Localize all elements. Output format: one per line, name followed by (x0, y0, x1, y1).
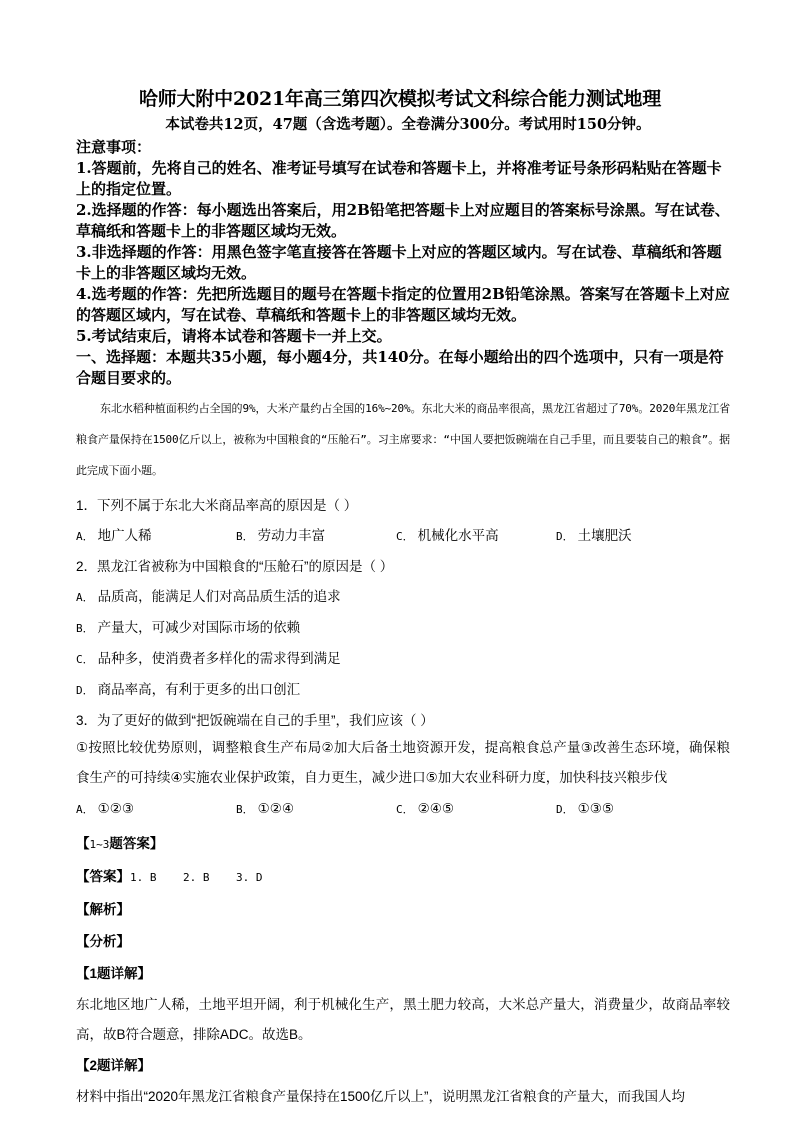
reading-passage: 东北水稻种植面积约占全国的9%，大米产量约占全国的16%~20%。东北大米的商品率很高，黑龙江省超过了70%。2020年黑龙江省粮食产量保持在1500亿斤以上，被称为中国粮食的“压舱石”。习主席要求：“中国人要把饭碗端在自己手里，而且要装自己的粮食”。据此完成下面小题。 (76, 402, 730, 477)
exam-info: 本试卷共12页，47题（含选考题）。全卷满分300分。考试用时150分钟。 (165, 116, 651, 133)
option-letter: A． (76, 803, 94, 816)
q2-detail-label: 【2题详解】 (76, 1058, 152, 1073)
note-item: 4.选考题的作答：先把所选题目的题号在答题卡指定的位置用2B铅笔涂黑。答案写在答题卡上对应的答题区域内，写在试卷、草稿纸和答题卡上的非答题区域均无效。 (76, 285, 730, 324)
question-3-statements: ①按照比较优势原则，调整粮食生产布局②加大后备土地资源开发，提高粮食总产量③改善生态环境，确保粮食生产的可持续④实施农业保护政策，自力更生，减少进口⑤加大农业科研力度，加快科技兴粮步伐 (76, 740, 730, 785)
option-text: 产量大，可减少对国际市场的依赖 (97, 620, 301, 635)
note-item: 3.非选择题的作答：用黑色签字笔直接答在答题卡上对应的答题区域内。写在试卷、草稿纸和答题卡上的非答题区域均无效。 (76, 243, 722, 282)
question-3-options (76, 799, 730, 820)
answer-label: 【答案】 (76, 869, 130, 884)
option-a (76, 799, 236, 820)
option-text: 土壤肥沃 (577, 528, 632, 543)
option-c (396, 526, 556, 547)
option-b (236, 526, 396, 547)
notes-heading: 注意事项： (76, 138, 152, 156)
fenxi-label: 【分析】 (76, 934, 130, 949)
note-item: 1.答题前，先将自己的姓名、准考证号填写在试卷和答题卡上，并将准考证号条形码粘贴在答题卡上的指定位置。 (76, 159, 722, 198)
question-1-stem: 1．下列不属于东北大米商品率高的原因是（ ） (76, 498, 358, 513)
question-2-stem: 2．黑龙江省被称为中国粮食的“压舱石”的原因是（ ） (76, 559, 394, 574)
option-letter: C． (396, 803, 414, 816)
section-heading: 一、选择题：本题共35小题，每小题4分，共140分。在每小题给出的四个选项中，只有一项是符合题目要求的。 (76, 348, 724, 387)
option-letter: D． (76, 684, 94, 697)
q1-detail-text: 东北地区地广人稀，土地平坦开阔，利于机械化生产，黑土肥力较高，大米总产量大，消费量少，故商品率较高，故B符合题意，排除ADC。故选B。 (76, 997, 730, 1042)
note-item: 5.考试结束后，请将本试卷和答题卡一并上交。 (76, 327, 392, 345)
question-range: 1~3 (89, 838, 110, 851)
q2-detail-text: 材料中指出“2020年黑龙江省粮食产量保持在1500亿斤以上”，说明黑龙江省粮食的产量大，而我国人均 (76, 1089, 686, 1104)
option-letter: C． (76, 653, 94, 666)
option-d (556, 526, 716, 547)
answers-heading (76, 834, 730, 855)
option-a (76, 526, 236, 547)
option-letter: B． (76, 622, 94, 635)
q1-detail-label: 【1题详解】 (76, 966, 152, 981)
question-3-stem: 3．为了更好的做到“把饭碗端在自己的手里”，我们应该（ ） (76, 713, 434, 728)
answer-line (76, 867, 730, 888)
option-text: 地广人稀 (97, 528, 152, 543)
option-text: ①③⑤ (577, 801, 614, 816)
option-text: 品种多，使消费者多样化的需求得到满足 (97, 651, 341, 666)
question-2-options (76, 587, 730, 711)
option-letter: B． (236, 803, 254, 816)
option-c (396, 799, 556, 820)
analysis-label: 【解析】 (76, 902, 130, 917)
question-1-options (76, 526, 730, 547)
bracket-open: 【 (76, 836, 90, 851)
option-d (556, 799, 716, 820)
option-d (76, 680, 404, 701)
option-letter: C． (396, 530, 414, 543)
option-c (76, 649, 404, 670)
option-text: ②④⑤ (417, 801, 454, 816)
option-text: 机械化水平高 (417, 528, 499, 543)
page-title: 哈师大附中2021年高三第四次模拟考试文科综合能力测试地理 (138, 88, 662, 110)
option-b (236, 799, 396, 820)
option-text: 劳动力丰富 (257, 528, 326, 543)
option-letter: A． (76, 530, 94, 543)
option-text: 品质高，能满足人们对高品质生活的追求 (97, 589, 341, 604)
option-letter: B． (236, 530, 254, 543)
option-letter: A． (76, 591, 94, 604)
option-text: ①②④ (257, 801, 294, 816)
answer-values: 1. B 2. B 3. D (130, 871, 263, 884)
heading-rest: 题答案】 (109, 836, 164, 851)
note-item: 2.选择题的作答：每小题选出答案后，用2B铅笔把答题卡上对应题目的答案标号涂黑。写在试卷、草稿纸和答题卡上的非答题区域均无效。 (76, 201, 730, 240)
option-text: 商品率高，有利于更多的出口创汇 (97, 682, 301, 697)
option-a (76, 587, 404, 608)
option-b (76, 618, 404, 639)
option-text: ①②③ (97, 801, 134, 816)
option-letter: D． (556, 803, 574, 816)
option-letter: D． (556, 530, 574, 543)
